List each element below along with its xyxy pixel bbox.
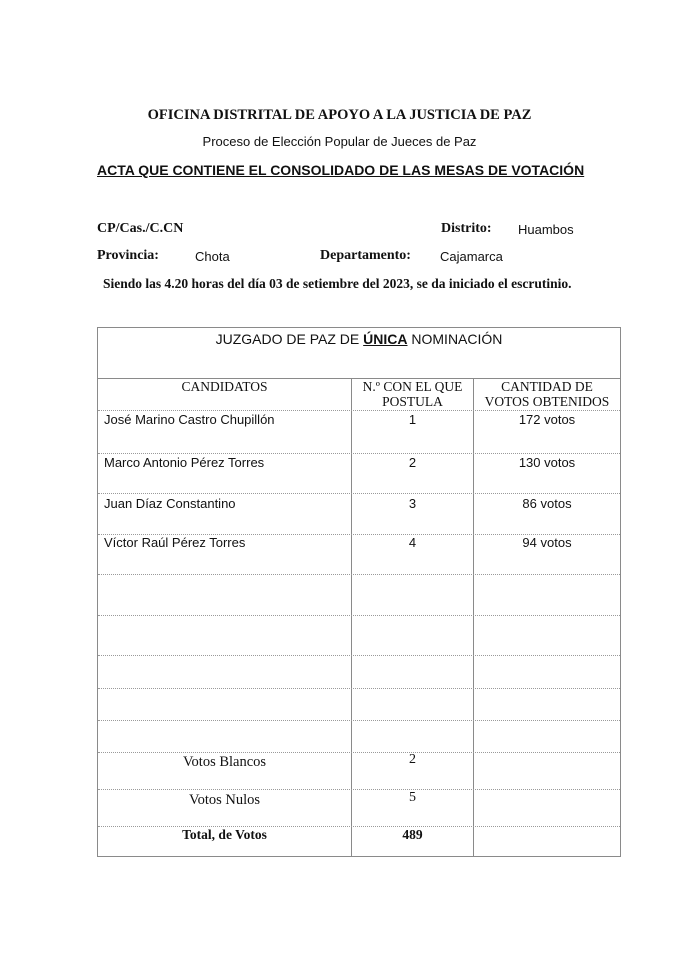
title-emphasis: ÚNICA — [363, 331, 408, 347]
candidate-number: 1 — [408, 412, 417, 427]
table-title: JUZGADO DE PAZ DE ÚNICA NOMINACIÓN — [215, 331, 503, 347]
candidate-name: Juan Díaz Constantino — [104, 496, 236, 511]
total-votes-label: Total, de Votos — [182, 827, 267, 842]
candidate-votes: 94 votos — [522, 535, 572, 550]
blank-votes-label: Votos Blancos — [182, 754, 267, 770]
header-votes: CANTIDAD DE VOTOS OBTENIDOS — [484, 379, 610, 409]
departamento-label: Departamento: — [320, 248, 411, 263]
provincia-value: Chota — [195, 249, 230, 264]
candidate-number: 2 — [408, 455, 417, 470]
candidate-name: Víctor Raúl Pérez Torres — [104, 535, 246, 550]
null-votes-label: Votos Nulos — [188, 792, 261, 808]
distrito-value: Huambos — [518, 222, 574, 237]
candidate-number: 3 — [408, 496, 417, 511]
process-subtitle: Proceso de Elección Popular de Jueces de Paz — [202, 134, 477, 149]
null-votes-value: 5 — [409, 790, 416, 805]
total-votes-value: 489 — [402, 827, 423, 842]
candidate-votes: 172 votos — [518, 412, 576, 427]
provincia-label: Provincia: — [97, 248, 159, 263]
office-title: OFICINA DISTRITAL DE APOYO A LA JUSTICIA DE PAZ — [147, 107, 532, 123]
scrutiny-statement: Siendo las 4.20 horas del día 03 de setiembre del 2023, se da iniciado el escrutinio. — [103, 276, 572, 291]
candidate-number: 4 — [408, 535, 417, 550]
candidate-name: Marco Antonio Pérez Torres — [104, 455, 265, 470]
blank-votes-value: 2 — [409, 752, 416, 767]
candidate-votes: 130 votos — [518, 455, 576, 470]
header-number: N.º CON EL QUE POSTULA — [362, 379, 463, 409]
votes-table — [97, 327, 621, 857]
header-candidates: CANDIDATOS — [181, 379, 268, 394]
distrito-label: Distrito: — [441, 221, 492, 236]
candidate-votes: 86 votos — [522, 496, 572, 511]
departamento-value: Cajamarca — [440, 249, 503, 264]
cp-label: CP/Cas./C.CN — [97, 221, 184, 236]
acta-title: ACTA QUE CONTIENE EL CONSOLIDADO DE LAS MESAS DE VOTACIÓN — [97, 162, 585, 178]
candidate-name: José Marino Castro Chupillón — [104, 412, 275, 427]
